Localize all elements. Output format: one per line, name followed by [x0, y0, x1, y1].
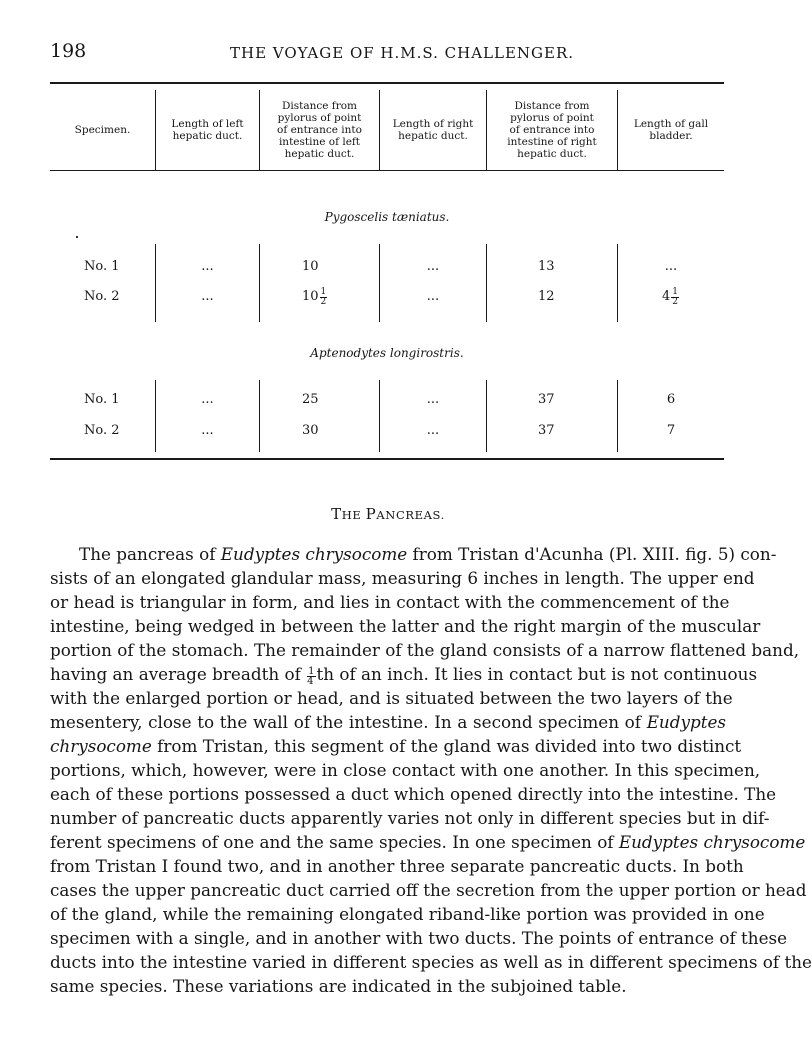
right-duct-length-cell: ...	[426, 289, 440, 304]
text-line: ducts into the intestine varied in different species as well as in different specimens of the	[50, 952, 812, 972]
right-duct-distance-cell: 37	[538, 392, 555, 407]
right-duct-distance-cell: 37	[538, 423, 555, 438]
table-row	[50, 285, 724, 309]
text-line: of the gland, while the remaining elongated riband-like portion was provided in one	[50, 904, 765, 924]
text-line: from Tristan I found two, and in another three separate pancreatic ducts. In both	[50, 856, 744, 876]
text-line: cases the upper pancreatic duct carried off the secretion from the upper portion or head	[50, 880, 807, 900]
species-heading: Pygoscelis tæniatus.	[324, 210, 450, 224]
specimen-cell: No. 2	[84, 423, 120, 438]
text-line: having an average breadth of $\frac{1}{4}$ th of an inch. It lies in contact but is not continuous	[50, 664, 758, 687]
gall-bladder-cell: ...	[664, 259, 678, 274]
table-row	[50, 388, 724, 412]
text-line: number of pancreatic ducts apparently varies not only in different species but in dif-	[50, 808, 770, 828]
text-line: mesentery, close to the wall of the intestine. In a second specimen of Eudyptes	[50, 712, 726, 732]
text-line: ferent specimens of one and the same species. In one specimen of Eudyptes chrysocome	[50, 832, 806, 852]
column-header-left-duct-distance: Distance from pylorus of point of entrance into intestine of left hepatic duct.	[277, 100, 362, 160]
column-header-right-duct-length: Length of right hepatic duct.	[392, 118, 474, 142]
left-duct-distance-cell: 10	[302, 259, 319, 274]
text-line: The pancreas of Eudyptes chrysocome from Tristan d'Acunha (Pl. XIII. fig. 5) con-	[79, 544, 777, 564]
table-row	[50, 419, 724, 443]
right-duct-distance-cell: 13	[538, 259, 555, 274]
text-line: portion of the stomach. The remainder of the gland consists of a narrow flattened band,	[50, 640, 800, 660]
text-line: sists of an elongated glandular mass, measuring 6 inches in length. The upper end	[50, 568, 755, 588]
text-line: intestine, being wedged in between the latter and the right margin of the muscular	[50, 616, 761, 636]
left-duct-length-cell: ...	[201, 392, 214, 407]
text-line: specimen with a single, and in another with two ducts. The points of entrance of these	[50, 928, 788, 948]
column-header-right-duct-distance: Distance from pylorus of point of entrance into intestine of right hepatic duct.	[507, 100, 597, 160]
left-duct-length-cell: ...	[201, 289, 214, 304]
page-number: 198	[50, 40, 87, 62]
left-duct-length-cell: ...	[201, 259, 214, 274]
measurements-table	[50, 82, 724, 462]
right-duct-length-cell: ...	[426, 259, 440, 274]
left-duct-distance-cell: 10 $\frac{1}{2}$	[302, 287, 327, 307]
specimen-cell: No. 1	[84, 259, 120, 274]
text-line: same species. These variations are indicated in the subjoined table.	[50, 976, 627, 996]
column-header-gall-bladder-length: Length of gall bladder.	[633, 118, 709, 142]
gall-bladder-cell: 4 $\frac{1}{2}$	[662, 287, 679, 307]
print-speck	[76, 236, 78, 238]
right-duct-distance-cell: 12	[538, 289, 555, 304]
table-row	[50, 255, 724, 279]
specimen-cell: No. 1	[84, 392, 120, 407]
left-duct-distance-cell: 30	[302, 423, 319, 438]
column-header-specimen: Specimen.	[74, 124, 131, 136]
section-heading: THE PANCREAS.	[331, 505, 445, 523]
text-line: chrysocome from Tristan, this segment of the gland was divided into two distinct	[50, 736, 742, 756]
text-line: each of these portions possessed a duct which opened directly into the intestine. The	[50, 784, 777, 804]
right-duct-length-cell: ...	[426, 392, 440, 407]
specimen-cell: No. 2	[84, 289, 120, 304]
left-duct-distance-cell: 25	[302, 392, 319, 407]
text-line: or head is triangular in form, and lies in contact with the commencement of the	[50, 592, 730, 612]
text-line: portions, which, however, were in close contact with one another. In this specimen,	[50, 760, 761, 780]
right-duct-length-cell: ...	[426, 423, 440, 438]
table-header-rule	[50, 170, 724, 171]
species-heading: Aptenodytes longirostris.	[310, 346, 464, 360]
running-title: THE VOYAGE OF H.M.S. CHALLENGER.	[230, 44, 575, 62]
gall-bladder-cell: 6	[666, 392, 676, 407]
table-bottom-rule	[50, 458, 724, 460]
body-paragraph	[50, 542, 812, 998]
gall-bladder-cell: 7	[666, 423, 676, 438]
left-duct-length-cell: ...	[201, 423, 214, 438]
text-line: with the enlarged portion or head, and is situated between the two layers of the	[50, 688, 733, 708]
table-top-rule	[50, 82, 724, 84]
column-header-left-duct-length: Length of left hepatic duct.	[171, 118, 244, 142]
